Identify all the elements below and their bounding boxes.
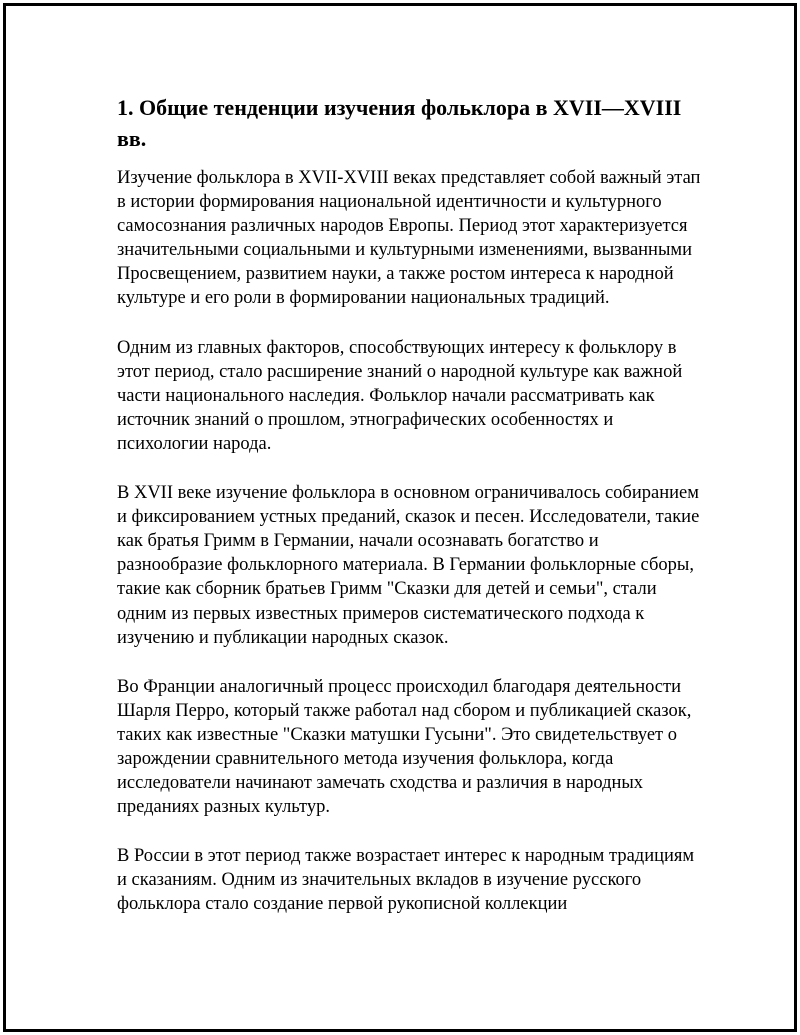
section-title: 1. Общие тенденции изучения фольклора в XVII—XVIII вв. [117,95,682,151]
paragraph-5: В России в этот период также возрастает интерес к народным традициям и сказаниям. Одним из значительных вкладов в изучение русского фольклора стало создание первой рукописной коллекции [117,846,695,915]
paragraph-4: Во Франции аналогичный процесс происходил благодаря деятельности Шарля Перро, который также работал над сбором и публикацией сказок, таких как известные "Сказки матушки Гусыни". Это свидетельствует о зарождении сравнительного метода изучения фольклора, когда исследователи начинают замечать сходства и различия в народных преданиях разных культур. [117,676,692,818]
paragraph-1: Изучение фольклора в XVII-XVIII веках представляет собой важный этап в истории формирования национальной идентичности и культурного самосознания различных народов Европы. Период этот характеризуется значительными социальными и культурными изменениями, вызванными Просвещением, развитием науки, а также ростом интереса к народной культуре и его роли в формировании национальных традиций. [117,168,701,309]
paragraph-2: Одним из главных факторов, способствующих интересу к фольклору в этот период, стало расширение знаний о народной культуре как важной части национального наследия. Фольклор начали рассматривать как источник знаний о прошлом, этнографических особенностях и психологии народа. [117,337,683,454]
document-body [117,92,702,942]
paragraph-3: В XVII веке изучение фольклора в основном ограничивалось собиранием и фиксированием устных преданий, сказок и песен. Исследователи, такие как братья Гримм в Германии, начали осознавать богатство и разнообразие фольклорного материала. В Германии фольклорные сборы, такие как сборник братьев Гримм "Сказки для детей и семьи", стали одним из первых известных примеров систематического подхода к изучению и публикации народных сказок. [117,483,700,648]
